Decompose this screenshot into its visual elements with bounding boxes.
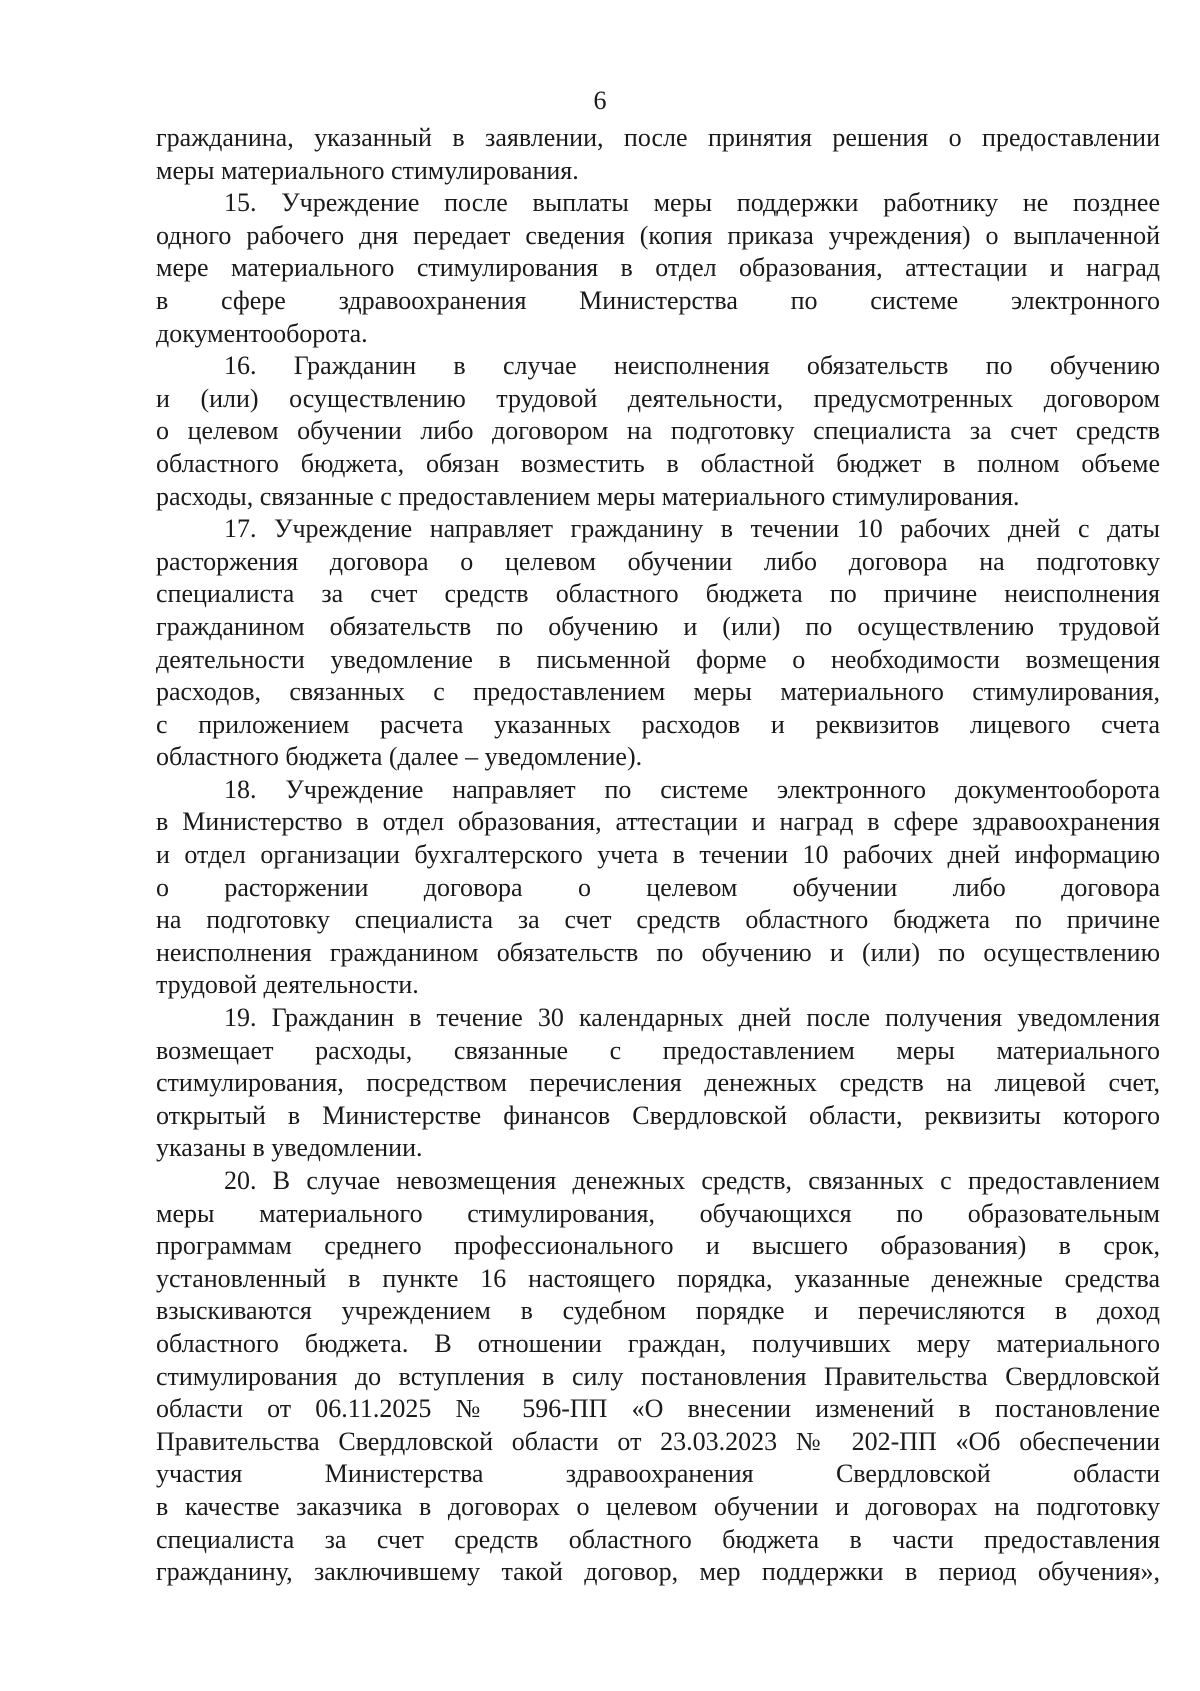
text-line: 20. В случае невозмещения денежных средств, связанных с предоставлением (224, 1166, 1160, 1195)
text-line: взыскиваются учреждением в судебном порядке и перечисляются в доход (156, 1296, 1160, 1326)
text-line: областного бюджета (далее – уведомление). (156, 742, 643, 772)
text-line: 17. Учреждение направляет гражданину в течении 10 рабочих дней с даты (224, 514, 1160, 544)
text-line: в качестве заказчика в договорах о целевом обучении и договорах на подготовку (156, 1491, 1160, 1521)
text-line: меры материального стимулирования, обучающихся по образовательным (156, 1198, 1160, 1228)
text-line: 16. Гражданин в случае неисполнения обязательств по обучению (224, 351, 1160, 381)
text-line: документооборота. (156, 318, 368, 348)
text-line: мере материального стимулирования в отдел образования, аттестации и наград (156, 253, 1160, 283)
text-line: гражданином обязательств по обучению и (или) по осуществлению трудовой (156, 611, 1160, 641)
text-line: на подготовку специалиста за счет средств областного бюджета по причине (156, 905, 1160, 935)
text-line: Правительства Свердловской области от 23.03.2023 № 202-ПП «Об обеспечении (156, 1426, 1160, 1456)
text-line: открытый в Министерстве финансов Свердловской области, реквизиты которого (156, 1100, 1160, 1130)
text-line: областного бюджета, обязан возместить в областной бюджет в полном объеме (156, 448, 1160, 478)
text-line: трудовой деятельности. (156, 970, 419, 1000)
text-line: расходы, связанные с предоставлением меры материального стимулирования. (156, 481, 1020, 511)
text-line: стимулирования, посредством перечисления денежных средств на лицевой счет, (156, 1068, 1160, 1098)
text-line: возмещает расходы, связанные с предоставлением меры материального (156, 1035, 1160, 1065)
text-line: одного рабочего дня передает сведения (копия приказа учреждения) о выплаченной (156, 220, 1160, 250)
text-line: расходов, связанных с предоставлением меры материального стимулирования, (156, 677, 1160, 707)
text-line: области от 06.11.2025 № 596-ПП «О внесении изменений в постановление (156, 1394, 1160, 1424)
text-line: расторжения договора о целевом обучении либо договора на подготовку (156, 546, 1160, 576)
text-line: 18. Учреждение направляет по системе электронного документооборота (224, 774, 1160, 804)
text-line: с приложением расчета указанных расходов и реквизитов лицевого счета (156, 709, 1160, 739)
text-line: гражданина, указанный в заявлении, после принятия решения о предоставлении (156, 123, 1160, 152)
text-line: и отдел организации бухгалтерского учета в течении 10 рабочих дней информацию (156, 840, 1160, 870)
text-line: о расторжении договора о целевом обучении либо договора (156, 872, 1160, 902)
text-line: о целевом обучении либо договором на подготовку специалиста за счет средств (156, 416, 1160, 446)
text-line: гражданину, заключившему такой договор, мер поддержки в период обучения», (156, 1557, 1160, 1587)
text-line: стимулирования до вступления в силу постановления Правительства Свердловской (156, 1361, 1160, 1391)
text-line: областного бюджета. В отношении граждан, получивших меру материального (156, 1328, 1160, 1358)
text-line: специалиста за счет средств областного бюджета в части предоставления (156, 1524, 1160, 1554)
page-number: 6 (593, 86, 607, 115)
text-line: в Министерство в отдел образования, аттестации и наград в сфере здравоохранения (156, 807, 1160, 837)
text-line: 15. Учреждение после выплаты меры поддержки работнику не позднее (224, 188, 1160, 218)
text-line: неисполнения гражданином обязательств по обучению и (или) по осуществлению (156, 937, 1160, 967)
document-body (156, 122, 1160, 1589)
text-line: в сфере здравоохранения Министерства по системе электронного (156, 285, 1160, 315)
text-line: деятельности уведомление в письменной форме о необходимости возмещения (156, 644, 1160, 674)
text-line: меры материального стимулирования. (156, 155, 579, 185)
text-line: указаны в уведомлении. (156, 1133, 423, 1163)
text-line: и (или) осуществлению трудовой деятельности, предусмотренных договором (156, 383, 1160, 413)
text-line: специалиста за счет средств областного бюджета по причине неисполнения (156, 579, 1160, 609)
text-line: 19. Гражданин в течение 30 календарных дней после получения уведомления (224, 1003, 1160, 1033)
text-line: программам среднего профессионального и высшего образования) в срок, (156, 1231, 1160, 1261)
text-line: установленный в пункте 16 настоящего порядка, указанные денежные средства (156, 1263, 1160, 1293)
text-line: участия Министерства здравоохранения Свердловской области (156, 1459, 1160, 1489)
